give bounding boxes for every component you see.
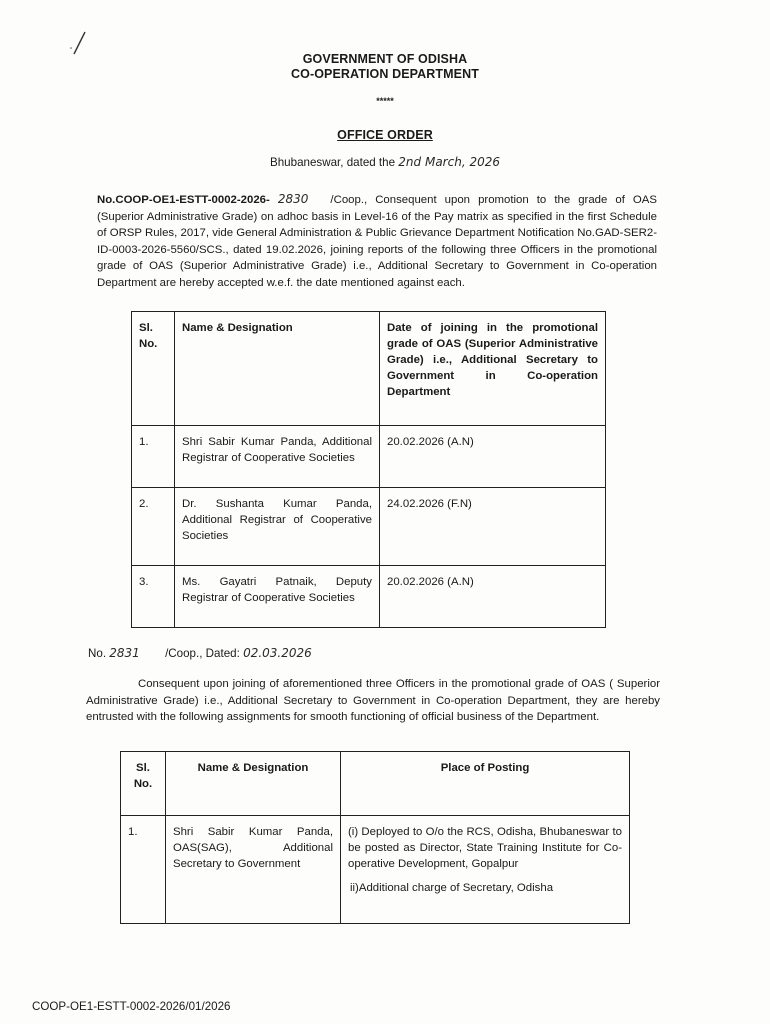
- row-date: 20.02.2026 (A.N): [380, 566, 606, 628]
- order-1-paragraph: [97, 191, 657, 292]
- row-name: Shri Sabir Kumar Panda, Additional Registrar of Cooperative Societies: [175, 426, 380, 488]
- row-sl: 1.: [121, 816, 166, 924]
- handwritten-date: 2nd March, 2026: [398, 155, 500, 169]
- table-row: [121, 816, 630, 924]
- header-name-designation: Name & Designation: [175, 312, 380, 426]
- row-name: Shri Sabir Kumar Panda, OAS(SAG), Additional Secretary to Government: [166, 816, 341, 924]
- header-date-of-joining: Date of joining in the promotional grade of OAS (Superior Administrative Grade) i.e., Additional Secretary to Government in Co-operation Department: [380, 312, 606, 426]
- header-name-designation: Name & Designation: [166, 752, 341, 816]
- row-sl: 1.: [132, 426, 175, 488]
- order-1-handwritten-number: 2830: [277, 192, 309, 206]
- order-2-paragraph: Consequent upon joining of aforementioned three Officers in the promotional grade of OAS ( Superior Administrative Grade) i.e., Additional Secretary to Government in Co-operation Department, they are hereby entrusted with the following assignments for smooth functioning of official business of the Department.: [86, 678, 660, 724]
- posting-item-2: ii)Additional charge of Secretary, Odisha: [350, 882, 554, 894]
- order-2-number-line: [88, 646, 312, 660]
- header-sl-no: Sl. No.: [121, 752, 166, 816]
- row-date: 20.02.2026 (A.N): [380, 426, 606, 488]
- posting-item-1: (i) Deployed to O/o the RCS, Odisha, Bhubaneswar to be posted as Director, State Training Institute for Co-operative Development, Gopalpur: [348, 826, 622, 870]
- row-place: [341, 816, 630, 924]
- table-row: [132, 488, 606, 566]
- posting-table: [120, 751, 630, 924]
- row-sl: 3.: [132, 566, 175, 628]
- row-name: Dr. Sushanta Kumar Panda, Additional Registrar of Cooperative Societies: [175, 488, 380, 566]
- government-heading: GOVERNMENT OF ODISHA: [302, 52, 468, 66]
- table-row: [132, 566, 606, 628]
- header-sl-no: Sl. No.: [132, 312, 175, 426]
- footer-reference: COOP-OE1-ESTT-0002-2026/01/2026: [32, 1000, 231, 1013]
- joining-table: [131, 311, 606, 628]
- posting-table-header: [121, 752, 630, 816]
- office-order-title: OFFICE ORDER: [337, 128, 433, 142]
- row-date: 24.02.2026 (F.N): [380, 488, 606, 566]
- header-place-of-posting: Place of Posting: [341, 752, 630, 816]
- order-2-handwritten-date: 02.03.2026: [243, 646, 312, 660]
- dated-line: [0, 155, 770, 169]
- joining-table-header: [132, 312, 606, 426]
- order-2-dated-label: /Coop., Dated:: [165, 647, 240, 660]
- order-2-prefix: No.: [88, 647, 107, 660]
- order-2-handwritten-number: 2831: [109, 646, 140, 660]
- order-1-body: /Coop., Consequent upon promotion to the grade of OAS (Superior Administrative Grade) on adhoc basis in Level-16 of the Pay matrix as specified in the first Schedule of ORSP Rules, 2017, vide General Administration & Public Grievance Department Notification No.GAD-SER2-ID-0003-2026-5560/SCS., dated 19.02.2026, joining reports of the following three Officers in the promotional grade of OAS (Superior Administrative Grade) i.e., Additional Secretary to Government in Co-operation Department are hereby accepted w.e.f. the date mentioned against each.: [97, 194, 657, 289]
- row-name: Ms. Gayatri Patnaik, Deputy Registrar of Cooperative Societies: [175, 566, 380, 628]
- separator-stars: *****: [376, 96, 394, 106]
- order-1-number: No.COOP-OE1-ESTT-0002-2026-: [97, 194, 270, 206]
- row-sl: 2.: [132, 488, 175, 566]
- dated-prefix: Bhubaneswar, dated the: [270, 156, 396, 169]
- department-heading: CO-OPERATION DEPARTMENT: [291, 67, 479, 81]
- table-row: [132, 426, 606, 488]
